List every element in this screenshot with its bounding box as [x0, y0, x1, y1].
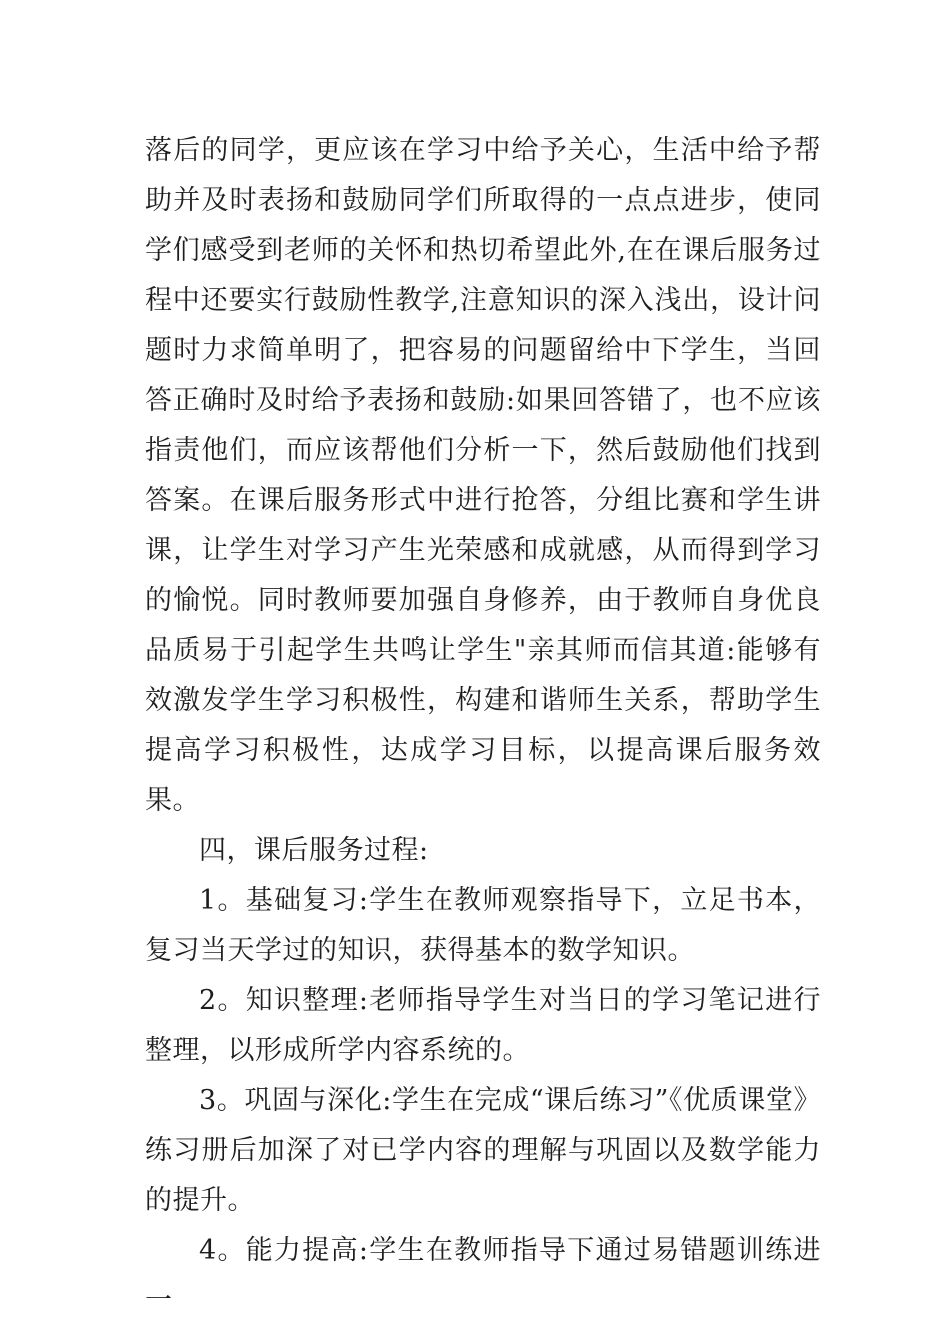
paragraph-section-heading: 四，课后服务过程:: [199, 835, 429, 866]
paragraph-item-3: 3。巩固与深化:学生在完成“课后练习”《优质课堂》练习册后加深了对已学内容的理解与巩固以及数学能力的提升。: [145, 1085, 821, 1216]
paragraph-item-1: 1。基础复习:学生在教师观察指导下，立足书本，复习当天学过的知识，获得基本的数学知识。: [145, 885, 821, 966]
paragraph-item-2: 2。知识整理:老师指导学生对当日的学习笔记进行整理，以形成所学内容系统的。: [145, 985, 821, 1066]
paragraph-continuation: 落后的同学，更应该在学习中给予关心，生活中给予帮助并及时表扬和鼓励同学们所取得的一点点进步，使同学们感受到老师的关怀和热切希望此外,在在课后服务过程中还要实行鼓励性教学,注意知识的深入浅出，设计问题时力求简单明了，把容易的问题留给中下学生，当回答正确时及时给予表扬和鼓励:如果回答错了，也不应该指责他们，而应该帮他们分析一下，然后鼓励他们找到答案。在课后服务形式中进行抢答，分组比赛和学生讲课，让学生对学习产生光荣感和成就感，从而得到学习的愉悦。同时教师要加强自身修养，由于教师自身优良品质易于引起学生共鸣让学生"亲其师而信其道:能够有效激发学生学习积极性，构建和谐师生关系，帮助学生提高学习积极性，达成学习目标，以提高课后服务效果。: [145, 135, 821, 816]
document-text-block: [145, 126, 821, 1326]
paragraph-item-4: 4。能力提高:学生在教师指导下通过易错题训练进一: [145, 1235, 821, 1316]
